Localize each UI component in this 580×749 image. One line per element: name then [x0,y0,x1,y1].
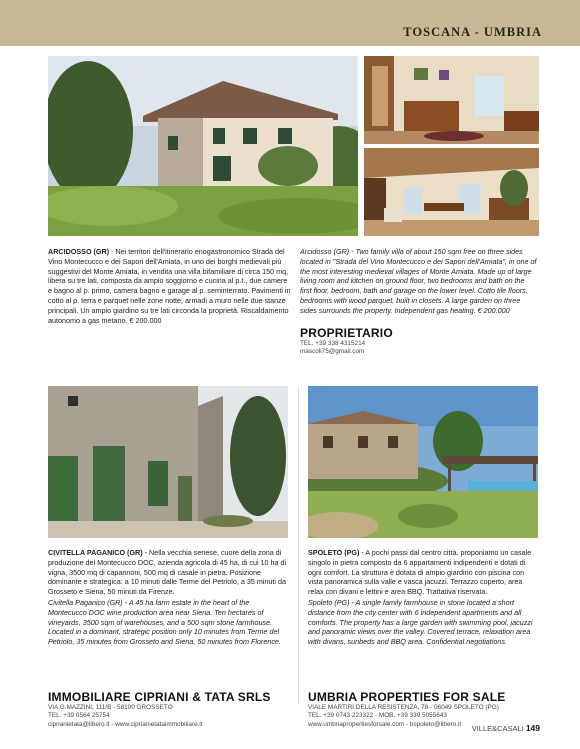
arcidosso-interior-photo-2 [364,148,539,236]
column-divider [298,386,299,704]
spoleto-title: SPOLETO (PG) [308,548,360,557]
arcidosso-title: ARCIDOSSO (GR) [48,247,110,256]
cipriani-tata-contact [48,690,293,729]
agency-address: VIALE MARTIRI DELLA RESISTENZA, 78 - 06049 SPOLETO (PG) [308,704,499,711]
civitella-title: CIVITELLA PAGANICO (GR) [48,548,143,557]
civitella-desc-en: Civitella Paganico (GR) - A 45 ha farm estate in the heart of the Montecucco DOC wine production area near Siena. Ten hectares of vineyards, 3500 sqm of warehouses, and a 500 sqm stone farmhouse. Located in a dominant, strategic position only 10 minutes from Terme del Petriolo, 35 minutes from Grosseto and Siena, 50 minutes from Florence. [48,598,281,647]
spoleto-desc-it: SPOLETO (PG) - A pochi passi dal centro città, proponiamo un casale singolo in pietra composto da 6 appartamenti indipendenti e dotati di ogni comfort. La struttura è dotata di ampio giardino con piscina con vista panoramica sulla valle e vasca jacuzzi. Terrazzo coperto, area relax con divani e lettini e area BBQ. Trattativa riservata. [308,548,532,597]
contact-email: mascoli75@gmail.com [300,348,365,356]
arcidosso-interior-photo-1 [364,56,539,144]
arcidosso-desc-en: Arcidosso (GR) - Two family villa of about 150 sqm free on three sides located in "Strada del Vino Montecucco e dei Sapori dell'Amiata", in one of the most interesting medieval villages of Monte Amiata. Made up of large living room and kitchen on ground floor, two bedrooms and bath on the first floor, bedroom, bath and garage on the lower level. Cotto tile floors, bedrooms with wood parquet, built in closets. A large garden on three sides surrounds the property. Independent gas heating. € 200.000 [300,247,537,315]
magazine-name: VILLE&CASALI [471,724,524,733]
contact-phone: TEL. +39 338 4315214 [300,340,366,347]
contact-name: PROPRIETARIO [300,326,393,340]
spoleto-desc-en: Spoleto (PG) - A single family farmhouse in stone located a short distance from the city center with 6 independent apartments and all comforts. The property has a large garden with swimming pool, jacuzzi and panoramic views over the valley. Covered terrace, relaxation area with divans, sunbeds and BBQ area. Confidential negotiations. [308,598,533,647]
agency-web: ciprianietata@libero.it - www.ciprianietataimmobiliare.it [48,720,203,728]
proprietario-contact [300,326,540,357]
region-title: TOSCANA - UMBRIA [403,25,542,39]
agency-address: VIA G.MAZZINI, 111/B - 58100 GROSSETO [48,704,173,711]
arcidosso-villa-photo [48,56,358,236]
civitella-desc-it: CIVITELLA PAGANICO (GR) - Nella vecchia senese, cuore della zona di produzione del Montecucco DOC, azienda agricola di 45 ha, di cui 10 ha di vigna, 3500 mq di capannoni, 500 mq di casale in pietra. Posizione dominante e strategica: a 10 minuti dalle Terme del Petriolo, a 35 minuti da Grosseto e Siena, 50 minuti da Firenze. [48,548,287,597]
agency-name: IMMOBILIARE CIPRIANI & TATA SRLS [48,690,271,704]
civitella-farmhouse-photo [48,386,288,538]
agency-name: UMBRIA PROPERTIES FOR SALE [308,690,506,704]
page-number: 149 [525,723,540,733]
page-footer [472,723,540,733]
agency-phone: TEL. +39 0564 25754 [48,712,110,720]
arcidosso-desc-it: ARCIDOSSO (GR) - Nei territori dell'itinerario enogastronomico Strada del Vino Montecucco e dei Sapori dell'Amiata, in uno dei borghi medievali più suggestivi del Monte Amiata, in vendita una villa bifamiliare di circa 150 mq, libera su tre lati, composta da ampio soggiorno e cucina al p.t., due camere e bagno al p. primo, camera bagno e garage al p. seminterrato. Pavimenti in cotto al p. terra e parquet nelle zone notte, armadi a muro nelle due stanze principali. Un ampio giardino su tre lati circonda la proprietà. Riscaldamento autonomo a gas metano. € 200.000 [48,247,291,325]
spoleto-farmhouse-photo [308,386,538,538]
agency-web: www.umbriapropertiesforsale.com - bspoleto@libero.it [308,720,462,728]
agency-phone: TEL. +39 0743 223322 - MOB. +39 339 5055643 [308,712,447,720]
